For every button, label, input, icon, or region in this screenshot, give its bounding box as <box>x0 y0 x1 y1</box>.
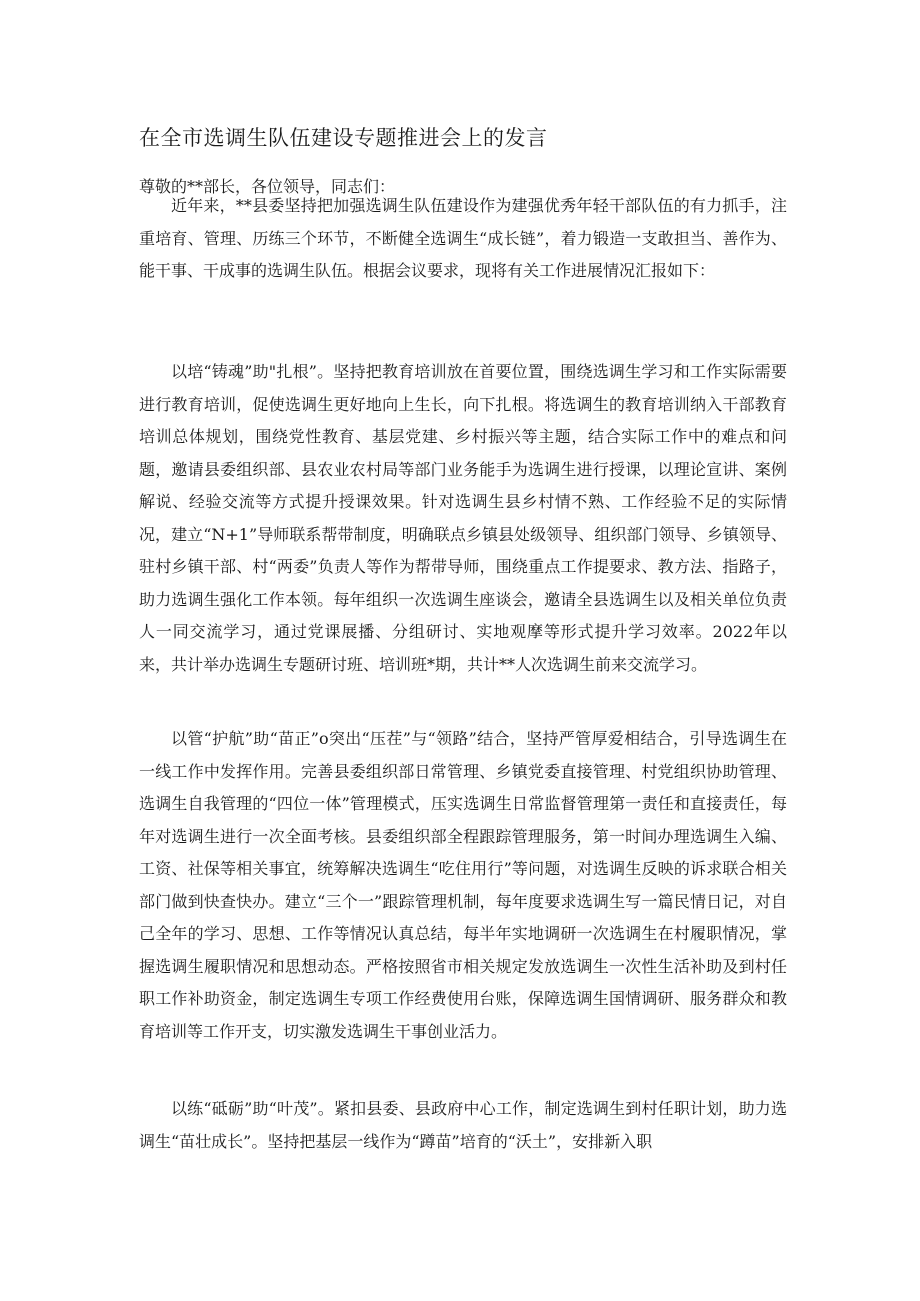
document-title: 在全市选调生队伍建设专题推进会上的发言 <box>139 126 548 150</box>
paragraph-intro: 近年来，**县委坚持把加强选调生队伍建设作为建强优秀年轻干部队伍的有力抓手，注重培育、管理、历练三个环节，不断健全选调生“成长链”，着力锻造一支敢担当、善作为、能干事、干成事的选调生队伍。根据会议要求，现将有关工作进展情况汇报如下： <box>139 196 787 280</box>
salutation: 尊敬的**部长，各位领导，同志们： <box>139 177 396 196</box>
paragraph-practice: 以练“砥砺”助“叶茂”。紧扣县委、县政府中心工作，制定选调生到村任职计划，助力选调生“苗壮成长”。坚持把基层一线作为“蹲苗”培育的“沃土”，安排新入职 <box>139 1099 787 1151</box>
paragraph-training: 以培“铸魂”助"扎根”。坚持把教育培训放在首要位置，围绕选调生学习和工作实际需要进行教育培训，促使选调生更好地向上生长，向下扎根。将选调生的教育培训纳入干部教育培训总体规划，围绕党性教育、基层党建、乡村振兴等主题，结合实际工作中的难点和问题，邀请县委组织部、县农业农村局等部门业务能手为选调生进行授课，以理论宣讲、案例解说、经验交流等方式提升授课效果。针对选调生县乡村情不熟、工作经验不足的实际情况，建立“N+1”导师联系帮带制度，明确联点乡镇县处级领导、组织部门领导、乡镇领导、驻村乡镇干部、村“两委”负责人等作为帮带导师，围绕重点工作提要求、教方法、指路子，助力选调生强化工作本领。每年组织一次选调生座谈会，邀请全县选调生以及相关单位负责人一同交流学习，通过党课展播、分组研讨、实地观摩等形式提升学习效率。2022年以来，共计举办选调生专题研讨班、培训班*期，共计**人次选调生前来交流学习。 <box>139 362 787 674</box>
paragraph-management: 以管“护航”助“苗正”o突出“压茬”与“领路”结合，坚持严管厚爱相结合，引导选调生在一线工作中发挥作用。完善县委组织部日常管理、乡镇党委直接管理、村党组织协助管理、选调生自我管理的“四位一体”管理模式，压实选调生日常监督管理第一责任和直接责任，每年对选调生进行一次全面考核。县委组织部全程跟踪管理服务，第一时间办理选调生入编、工资、社保等相关事宜，统筹解决选调生“吃住用行”等问题，对选调生反映的诉求联合相关部门做到快查快办。建立“三个一”跟踪管理机制，每年度要求选调生写一篇民情日记，对自己全年的学习、思想、工作等情况认真总结，每半年实地调研一次选调生在村履职情况，掌握选调生履职情况和思想动态。严格按照省市相关规定发放选调生一次性生活补助及到村任职工作补助资金，制定选调生专项工作经费使用台账，保障选调生国情调研、服务群众和教育培训等工作开支，切实激发选调生干事创业活力。 <box>139 729 787 1041</box>
